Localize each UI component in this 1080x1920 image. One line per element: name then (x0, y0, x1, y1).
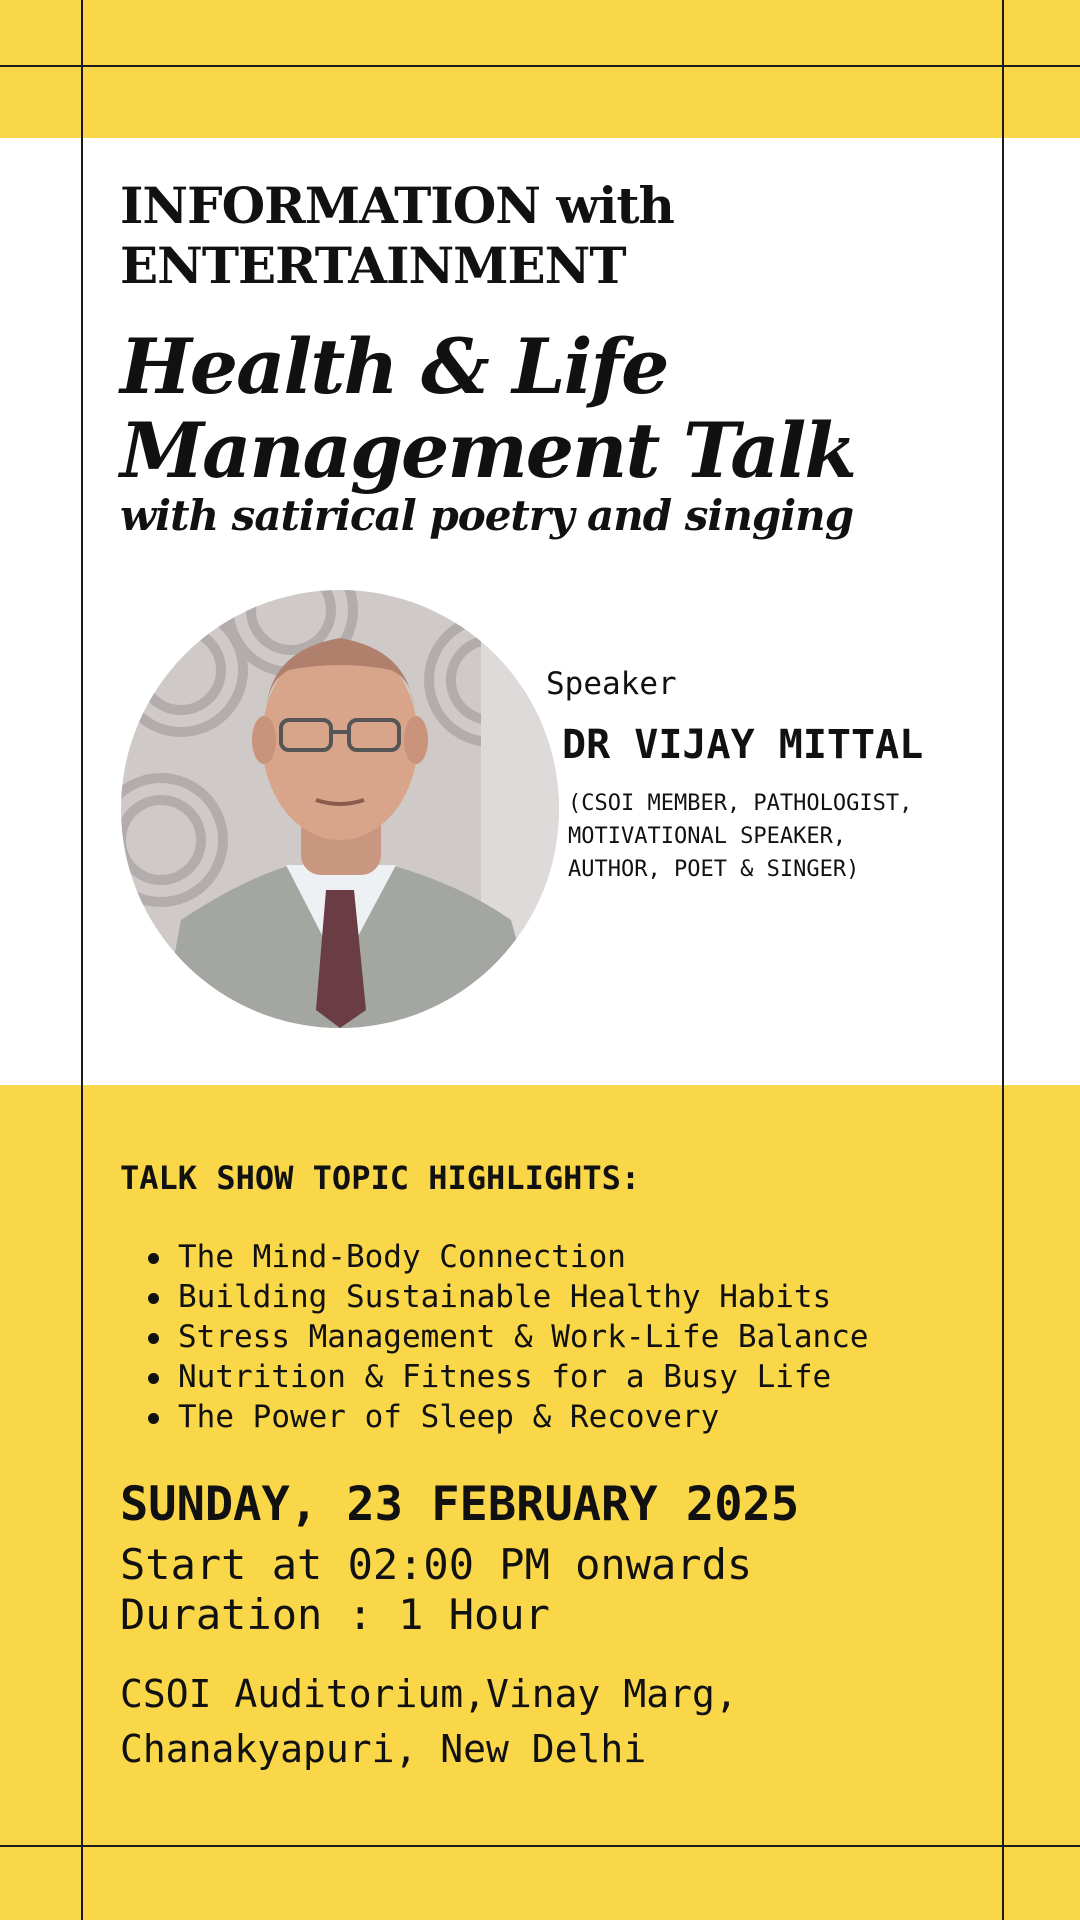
speaker-role-line: AUTHOR, POET & SINGER) (568, 857, 860, 882)
bullet-icon (148, 1293, 159, 1304)
list-item (140, 1237, 869, 1277)
topic-text: Stress Management & Work-Life Balance (178, 1319, 869, 1355)
eyebrow-line-2: ENTERTAINMENT (120, 236, 626, 295)
venue-line-2: Chanakyapuri, New Delhi (120, 1727, 647, 1771)
list-item (140, 1277, 869, 1317)
event-date: SUNDAY, 23 FEBRUARY 2025 (120, 1477, 800, 1532)
title-line-1: Health & Life (120, 322, 668, 411)
event-eyebrow (120, 176, 674, 296)
topics-heading: TALK SHOW TOPIC HIGHLIGHTS: (120, 1159, 641, 1197)
bullet-icon (148, 1413, 159, 1424)
frame-line-bottom (0, 1845, 1080, 1847)
frame-line-right (1002, 0, 1004, 1920)
list-item (140, 1397, 869, 1437)
event-title (120, 322, 856, 495)
event-start-time: Start at 02:00 PM onwards (120, 1540, 753, 1589)
bullet-icon (148, 1333, 159, 1344)
event-duration: Duration : 1 Hour (120, 1590, 550, 1639)
title-line-2: Management Talk (120, 406, 856, 495)
venue-line-1: CSOI Auditorium,Vinay Marg, (120, 1672, 738, 1716)
speaker-label: Speaker (546, 666, 677, 702)
top-yellow-band (0, 0, 1080, 138)
speaker-role-line: (CSOI MEMBER, PATHOLOGIST, (568, 791, 913, 816)
topic-text: Building Sustainable Healthy Habits (178, 1279, 832, 1315)
topics-list (140, 1237, 869, 1437)
speaker-name: DR VIJAY MITTAL (562, 722, 924, 768)
speaker-photo (121, 590, 559, 1028)
event-subtitle: with satirical poetry and singing (120, 491, 854, 540)
speaker-role-line: MOTIVATIONAL SPEAKER, (568, 824, 847, 849)
bullet-icon (148, 1373, 159, 1384)
speaker-roles (568, 787, 988, 886)
eyebrow-line-1: INFORMATION with (120, 176, 674, 235)
frame-line-top (0, 65, 1080, 67)
topic-text: The Mind-Body Connection (178, 1239, 626, 1275)
frame-line-left (81, 0, 83, 1920)
topic-text: The Power of Sleep & Recovery (178, 1399, 720, 1435)
bullet-icon (148, 1253, 159, 1264)
list-item (140, 1317, 869, 1357)
topic-text: Nutrition & Fitness for a Busy Life (178, 1359, 832, 1395)
list-item (140, 1357, 869, 1397)
